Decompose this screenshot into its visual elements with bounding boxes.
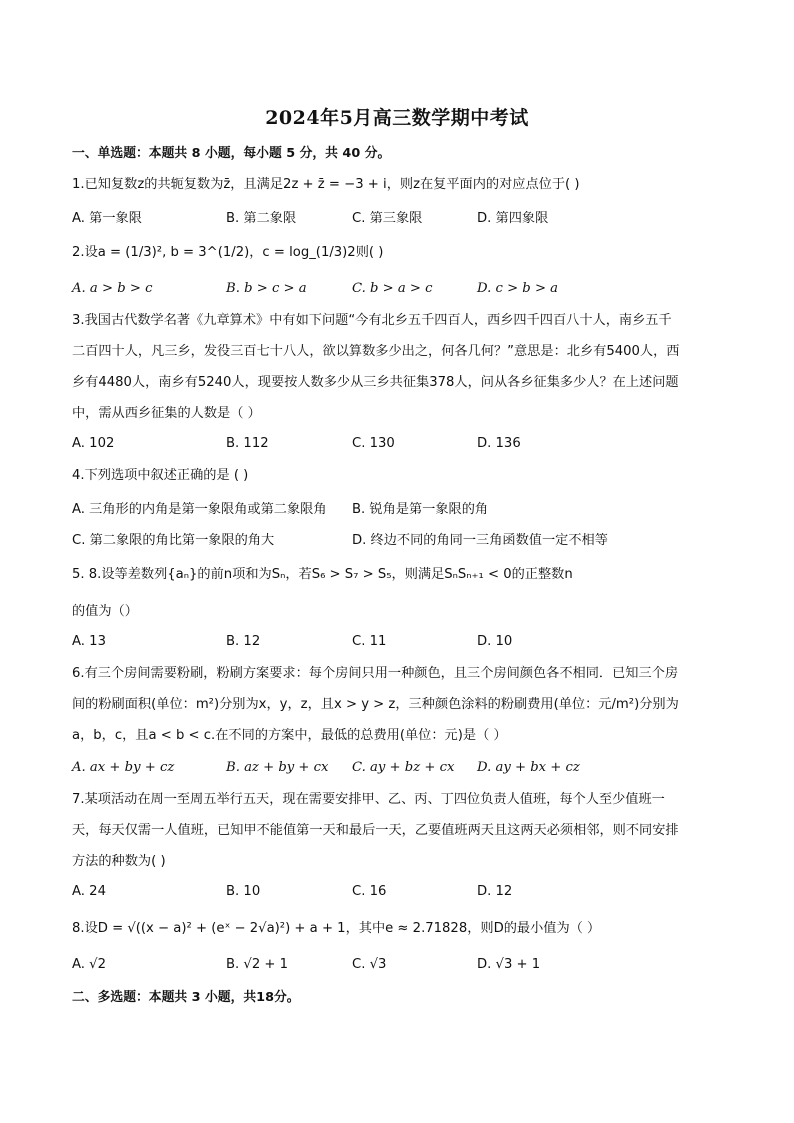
question-5-option-d[interactable]: D. 10 (477, 634, 513, 649)
question-6-stem-line-1: 6.有三个房间需要粉刷，粉刷方案要求：每个房间只用一种颜色，且三个房间颜色各不相同．已知三个房 (72, 666, 679, 681)
question-6-option-d[interactable]: D. ay + bx + cz (477, 760, 580, 775)
question-5-option-a[interactable]: A. 13 (72, 634, 106, 649)
question-3-stem-line-2: 二百四十人，凡三乡，发役三百七十八人，欲以算数多少出之，何各几何？”意思是：北乡有5400人，西 (72, 344, 680, 359)
question-5-option-b[interactable]: B. 12 (226, 634, 261, 649)
question-6-option-c[interactable]: C. ay + bz + cx (352, 760, 455, 775)
question-4-stem: 4.下列选项中叙述正确的是 ( ) (72, 468, 249, 483)
question-6-option-a[interactable]: A. ax + by + cz (72, 760, 175, 775)
question-7-option-d[interactable]: D. 12 (477, 884, 513, 899)
question-2-option-d[interactable]: D. c > b > a (477, 281, 559, 296)
question-2-option-b[interactable]: B. b > c > a (226, 281, 307, 296)
question-4-option-d[interactable]: D. 终边不同的角同一三角函数值一定不相等 (352, 533, 608, 548)
question-1-option-d[interactable]: D. 第四象限 (477, 211, 549, 226)
question-5-stem-line-2: 的值为（） (72, 604, 138, 619)
question-7-option-b[interactable]: B. 10 (226, 884, 261, 899)
page-title: 2024年5月高三数学期中考试 (265, 107, 529, 129)
question-3-stem-line-1: 3.我国古代数学名著《九章算术》中有如下问题“今有北乡五千四百人，西乡四千四百八十人，南乡五千 (72, 313, 672, 328)
question-3-option-a[interactable]: A. 102 (72, 436, 115, 451)
question-5-stem-line-1: 5. 8.设等差数列{aₙ}的前n项和为Sₙ，若S₆ > S₇ > S₅，则满足SₙSₙ₊₁ < 0的正整数n (72, 567, 573, 582)
question-7-option-a[interactable]: A. 24 (72, 884, 106, 899)
question-1-option-a[interactable]: A. 第一象限 (72, 211, 142, 226)
question-3-option-c[interactable]: C. 130 (352, 436, 395, 451)
question-7-option-c[interactable]: C. 16 (352, 884, 387, 899)
question-6-stem-line-2: 间的粉刷面积(单位：m²)分别为x，y，z，且x > y > z，三种颜色涂料的粉刷费用(单位：元/m²)分别为 (72, 697, 679, 712)
question-8-option-a[interactable]: A. √2 (72, 957, 106, 972)
question-7-stem-line-2: 天，每天仅需一人值班，已知甲不能值第一天和最后一天，乙要值班两天且这两天必须相邻，则不同安排 (72, 823, 679, 838)
question-3-stem-line-4: 中，需从西乡征集的人数是（ ） (72, 406, 261, 421)
question-8-option-c[interactable]: C. √3 (352, 957, 387, 972)
question-7-stem-line-3: 方法的种数为( ) (72, 854, 166, 869)
question-4-option-c[interactable]: C. 第二象限的角比第一象限的角大 (72, 533, 275, 548)
question-1-option-c[interactable]: C. 第三象限 (352, 211, 423, 226)
question-8-stem: 8.设D = √((x − a)² + (eˣ − 2√a)²) + a + 1，其中e ≈ 2.71828，则D的最小值为（ ） (72, 921, 601, 936)
section-heading-multi-choice: 二、多选题：本题共 3 小题，共18分。 (72, 990, 300, 1005)
question-3-option-d[interactable]: D. 136 (477, 436, 521, 451)
question-2-stem: 2.设a = (1/3)², b = 3^(1/2)，c = log_(1/3)2则( ) (72, 245, 384, 260)
question-2-option-a[interactable]: A. a > b > c (72, 281, 153, 296)
question-3-option-b[interactable]: B. 112 (226, 436, 269, 451)
question-7-stem-line-1: 7.某项活动在周一至周五举行五天，现在需要安排甲、乙、丙、丁四位负责人值班，每个人至少值班一 (72, 792, 665, 807)
question-8-option-b[interactable]: B. √2 + 1 (226, 957, 289, 972)
question-5-option-c[interactable]: C. 11 (352, 634, 387, 649)
question-4-option-a[interactable]: A. 三角形的内角是第一象限角或第二象限角 (72, 502, 327, 517)
question-1-stem: 1.已知复数z的共轭复数为z̄，且满足2z + z̄ = −3 + i，则z在复平面内的对应点位于( ) (72, 177, 580, 192)
section-heading-single-choice: 一、单选题：本题共 8 小题，每小题 5 分，共 40 分。 (72, 146, 391, 161)
question-6-stem-line-3: a，b，c，且a < b < c.在不同的方案中，最低的总费用(单位：元)是（ ） (72, 728, 507, 743)
question-2-option-c[interactable]: C. b > a > c (352, 281, 433, 296)
question-6-option-b[interactable]: B. az + by + cx (226, 760, 329, 775)
question-4-option-b[interactable]: B. 锐角是第一象限的角 (352, 502, 489, 517)
question-8-option-d[interactable]: D. √3 + 1 (477, 957, 541, 972)
question-3-stem-line-3: 乡有4480人，南乡有5240人，现要按人数多少从三乡共征集378人，问从各乡征集多少人？在上述问题 (72, 375, 679, 390)
question-1-option-b[interactable]: B. 第二象限 (226, 211, 297, 226)
